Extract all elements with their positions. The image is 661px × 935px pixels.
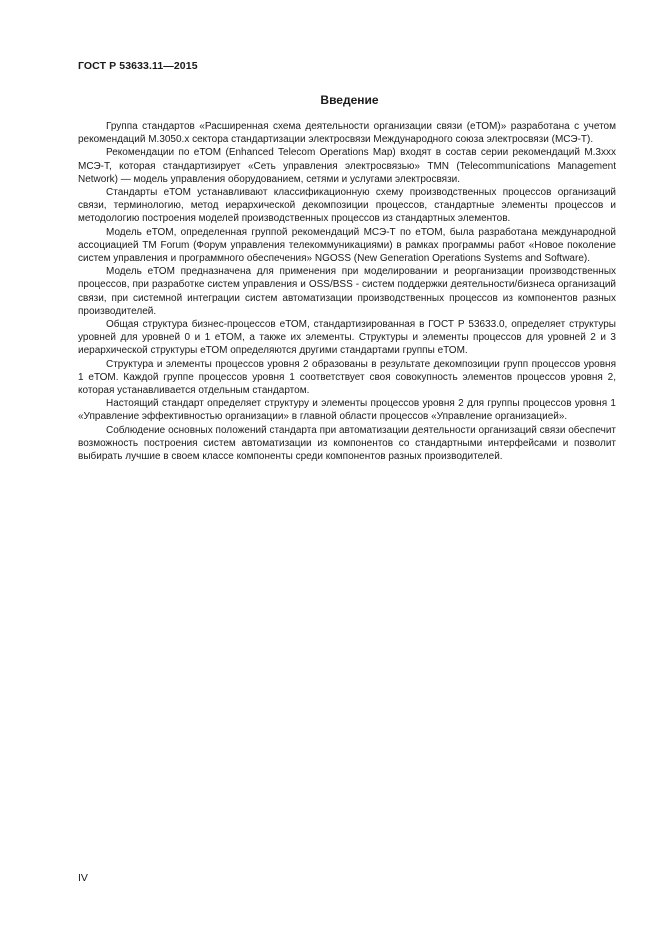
section-title: Введение	[320, 93, 379, 107]
body-text	[78, 120, 616, 463]
paragraph-8: Настоящий стандарт определяет структуру и элементы процессов уровня 2 для группы процессов уровня 1 «Управление эффективностью организации» в главной области процессов «Управление организацией».	[78, 398, 616, 423]
paragraph-9: Соблюдение основных положений стандарта при автоматизации деятельности организаций связи обеспечит возможность построения систем автоматизации из компонентов со стандартными интерфейсами и позволит выбирать лучшие в своем классе компоненты среди компонентов разных производителей.	[78, 424, 616, 463]
paragraph-3: Стандарты еТОМ устанавливают классификационную схему производственных процессов организаций связи, терминологию, метод иерархической декомпозиции процессов, стандартные элементы процессов и методологию построения моделей производственных процессов из стандартных элементов.	[78, 187, 616, 225]
paragraph-4: Модель еТОМ, определенная группой рекомендаций МСЭ-Т по еТОМ, была разработана международной ассоциацией TM Forum (Форум управления телекоммуникациями) в рамках программы работ «Новое поколение систем управления и программного обеспечения» NGOSS (New Generation Operations Systems and Software).	[78, 226, 616, 265]
paragraph-7: Структура и элементы процессов уровня 2 образованы в результате декомпозиции групп процессов уровня 1 еТОМ. Каждой группе процессов уровня 1 соответствует своя совокупность элементов процессов уровня 2, которая устанавливается отдельным стандартом.	[78, 358, 616, 397]
paragraph-6: Общая структура бизнес-процессов еТОМ, стандартизированная в ГОСТ Р 53633.0, определяет структуры уровней для уровней 0 и 1 еТОМ, а также их элементы. Структуры и элементы процессов для уровней 2 и 3 иерархической структуры еТОМ определяются другими стандартами группы еТОМ.	[78, 319, 616, 357]
paragraph-2: Рекомендации по еТОМ (Enhanced Telecom Operations Map) входят в состав серии рекомендаций М.3ххх МСЭ-Т, которая стандартизирует «Сеть управления электросвязью» TMN (Telecommunications Management Network) — модель управления оборудованием, сетями и услугами электросвязи.	[78, 147, 616, 185]
page-number: IV	[78, 872, 88, 884]
paragraph-1: Группа стандартов «Расширенная схема деятельности организации связи (еТОМ)» разработана с учетом рекомендаций М.3050.х сектора стандартизации электросвязи Международного союза электросвязи (МСЭ-Т).	[78, 121, 616, 146]
paragraph-5: Модель еТОМ предназначена для применения при моделировании и реорганизации производственных процессов, при разработке систем управления и OSS/BSS - систем поддержки деятельности/бизнеса организаций связи, при системной интеграции систем автоматизации производственных процессов из компонентов разных производителей.	[78, 266, 616, 317]
document-header: ГОСТ Р 53633.11—2015	[78, 60, 198, 72]
